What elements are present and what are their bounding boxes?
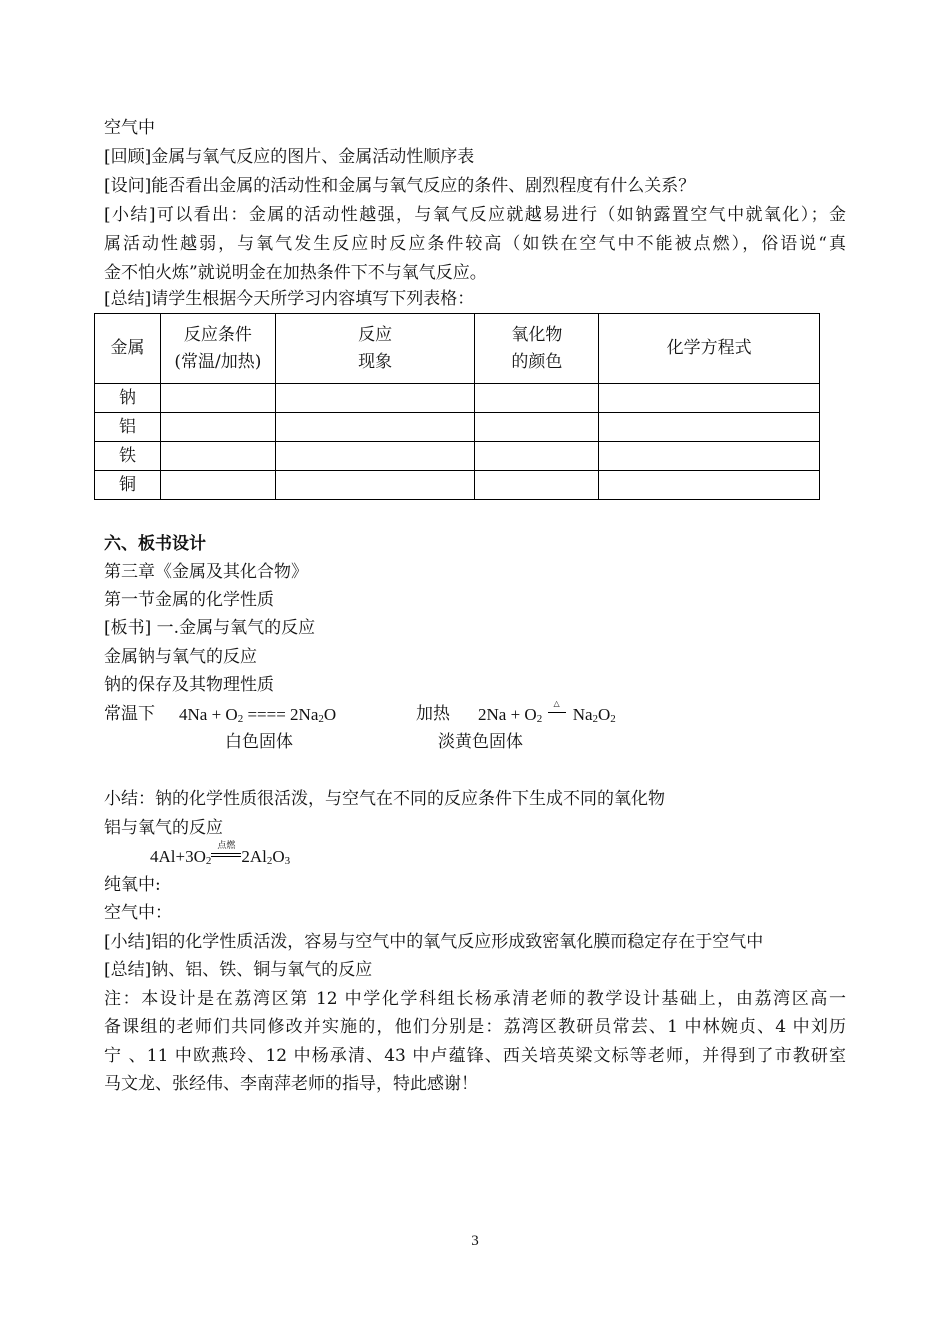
input-cell[interactable]	[275, 471, 475, 500]
text-line: 小结：钠的化学性质很活泼，与空气在不同的反应条件下生成不同的氧化物	[104, 789, 665, 809]
text-line: 金属钠与氧气的反应	[104, 647, 257, 667]
text-line: [设问]能否看出金属的活动性和金属与氧气反应的条件、剧烈程度有什么关系？	[104, 176, 696, 196]
header-condition: 反应条件 (常温/加热)	[160, 314, 275, 384]
note-line: 马文龙、张经伟、李南萍老师的指导，特此感谢！	[104, 1074, 478, 1094]
input-cell[interactable]	[599, 384, 820, 413]
input-cell[interactable]	[160, 384, 275, 413]
table-row	[95, 442, 820, 471]
input-cell[interactable]	[275, 442, 475, 471]
input-cell[interactable]	[475, 471, 599, 500]
text-line: 纯氧中:	[104, 875, 161, 895]
text-line: 金不怕火炼”就说明金在加热条件下不与氧气反应。	[104, 263, 487, 283]
header-equation: 化学方程式	[599, 314, 820, 384]
input-cell[interactable]	[475, 384, 599, 413]
ignite-condition-icon: 点燃	[211, 846, 241, 860]
text-line: [小结]铝的化学性质活泼，容易与空气中的氧气反应形成致密氧化膜而稳定存在于空气中	[104, 932, 764, 952]
metal-cell: 钠	[95, 384, 161, 413]
text-line: 空气中	[104, 118, 155, 138]
text-line: [总结]请学生根据今天所学习内容填写下列表格：	[104, 289, 475, 309]
note-line: 注：本设计是在荔湾区第 12 中学化学科组长杨承清老师的教学设计基础上，由荔湾区高一	[104, 989, 846, 1009]
metal-cell: 铜	[95, 471, 161, 500]
table-row	[95, 413, 820, 442]
text-line: 第一节金属的化学性质	[104, 590, 274, 610]
aluminum-equation: $4Al+3O_2$ 点燃 $2Al_2O_3$	[150, 840, 291, 867]
metal-cell: 铝	[95, 413, 161, 442]
table-header-row	[95, 314, 820, 384]
input-cell[interactable]	[475, 442, 599, 471]
text-line: [板书] 一.金属与氧气的反应	[104, 618, 316, 638]
header-oxide-color: 氧化物 的颜色	[475, 314, 599, 384]
section-heading: 六、板书设计	[104, 534, 206, 554]
header-phenomenon: 反应 现象	[275, 314, 475, 384]
product-white-solid: 白色固体	[225, 732, 293, 752]
input-cell[interactable]	[475, 413, 599, 442]
input-cell[interactable]	[599, 442, 820, 471]
text-line: [回顾]金属与氧气反应的图片、金属活动性顺序表	[104, 147, 475, 167]
header-metal: 金属	[95, 314, 161, 384]
note-line: 宁 、11 中欧燕玲、12 中杨承清、43 中卢蕴锋、西关培英梁文标等老师，并得到了市教研室	[104, 1046, 846, 1066]
heat-condition-icon: △	[546, 704, 568, 718]
table-row	[95, 471, 820, 500]
input-cell[interactable]	[275, 413, 475, 442]
sodium-room-temp-equation: $4Na + O_2$ ==== $2Na_2O$	[179, 705, 337, 725]
sodium-heating-equation: $2Na + O_2$ △ $Na_2O_2$	[478, 699, 616, 725]
input-cell[interactable]	[275, 384, 475, 413]
input-cell[interactable]	[160, 442, 275, 471]
input-cell[interactable]	[160, 471, 275, 500]
text-line: 属活动性越弱，与氧气发生反应时反应条件较高（如铁在空气中不能被点燃），俗语说“真	[104, 234, 846, 254]
metal-cell: 铁	[95, 442, 161, 471]
table-row	[95, 384, 820, 413]
text-line: 第三章《金属及其化合物》	[104, 562, 308, 582]
text-line: [小结]可以看出：金属的活动性越强，与氧气反应就越易进行（如钠露置空气中就氧化）；金	[104, 205, 846, 225]
text-line: 空气中：	[104, 903, 172, 923]
text-line: 铝与氧气的反应	[104, 818, 223, 838]
note-line: 备课组的老师们共同修改并实施的，他们分别是：荔湾区教研员常芸、1 中林婉贞、4 中刘历	[104, 1017, 846, 1037]
product-pale-yellow-solid: 淡黄色固体	[438, 732, 523, 752]
input-cell[interactable]	[599, 413, 820, 442]
eq2-label: 加热	[416, 704, 450, 724]
input-cell[interactable]	[160, 413, 275, 442]
equation-line	[104, 700, 846, 729]
text-line: [总结]钠、铝、铁、铜与氧气的反应	[104, 960, 373, 980]
text-line: 钠的保存及其物理性质	[104, 675, 274, 695]
page-number: 3	[471, 1233, 479, 1249]
summary-table	[94, 313, 820, 500]
eq1-label: 常温下	[104, 704, 155, 724]
input-cell[interactable]	[599, 471, 820, 500]
